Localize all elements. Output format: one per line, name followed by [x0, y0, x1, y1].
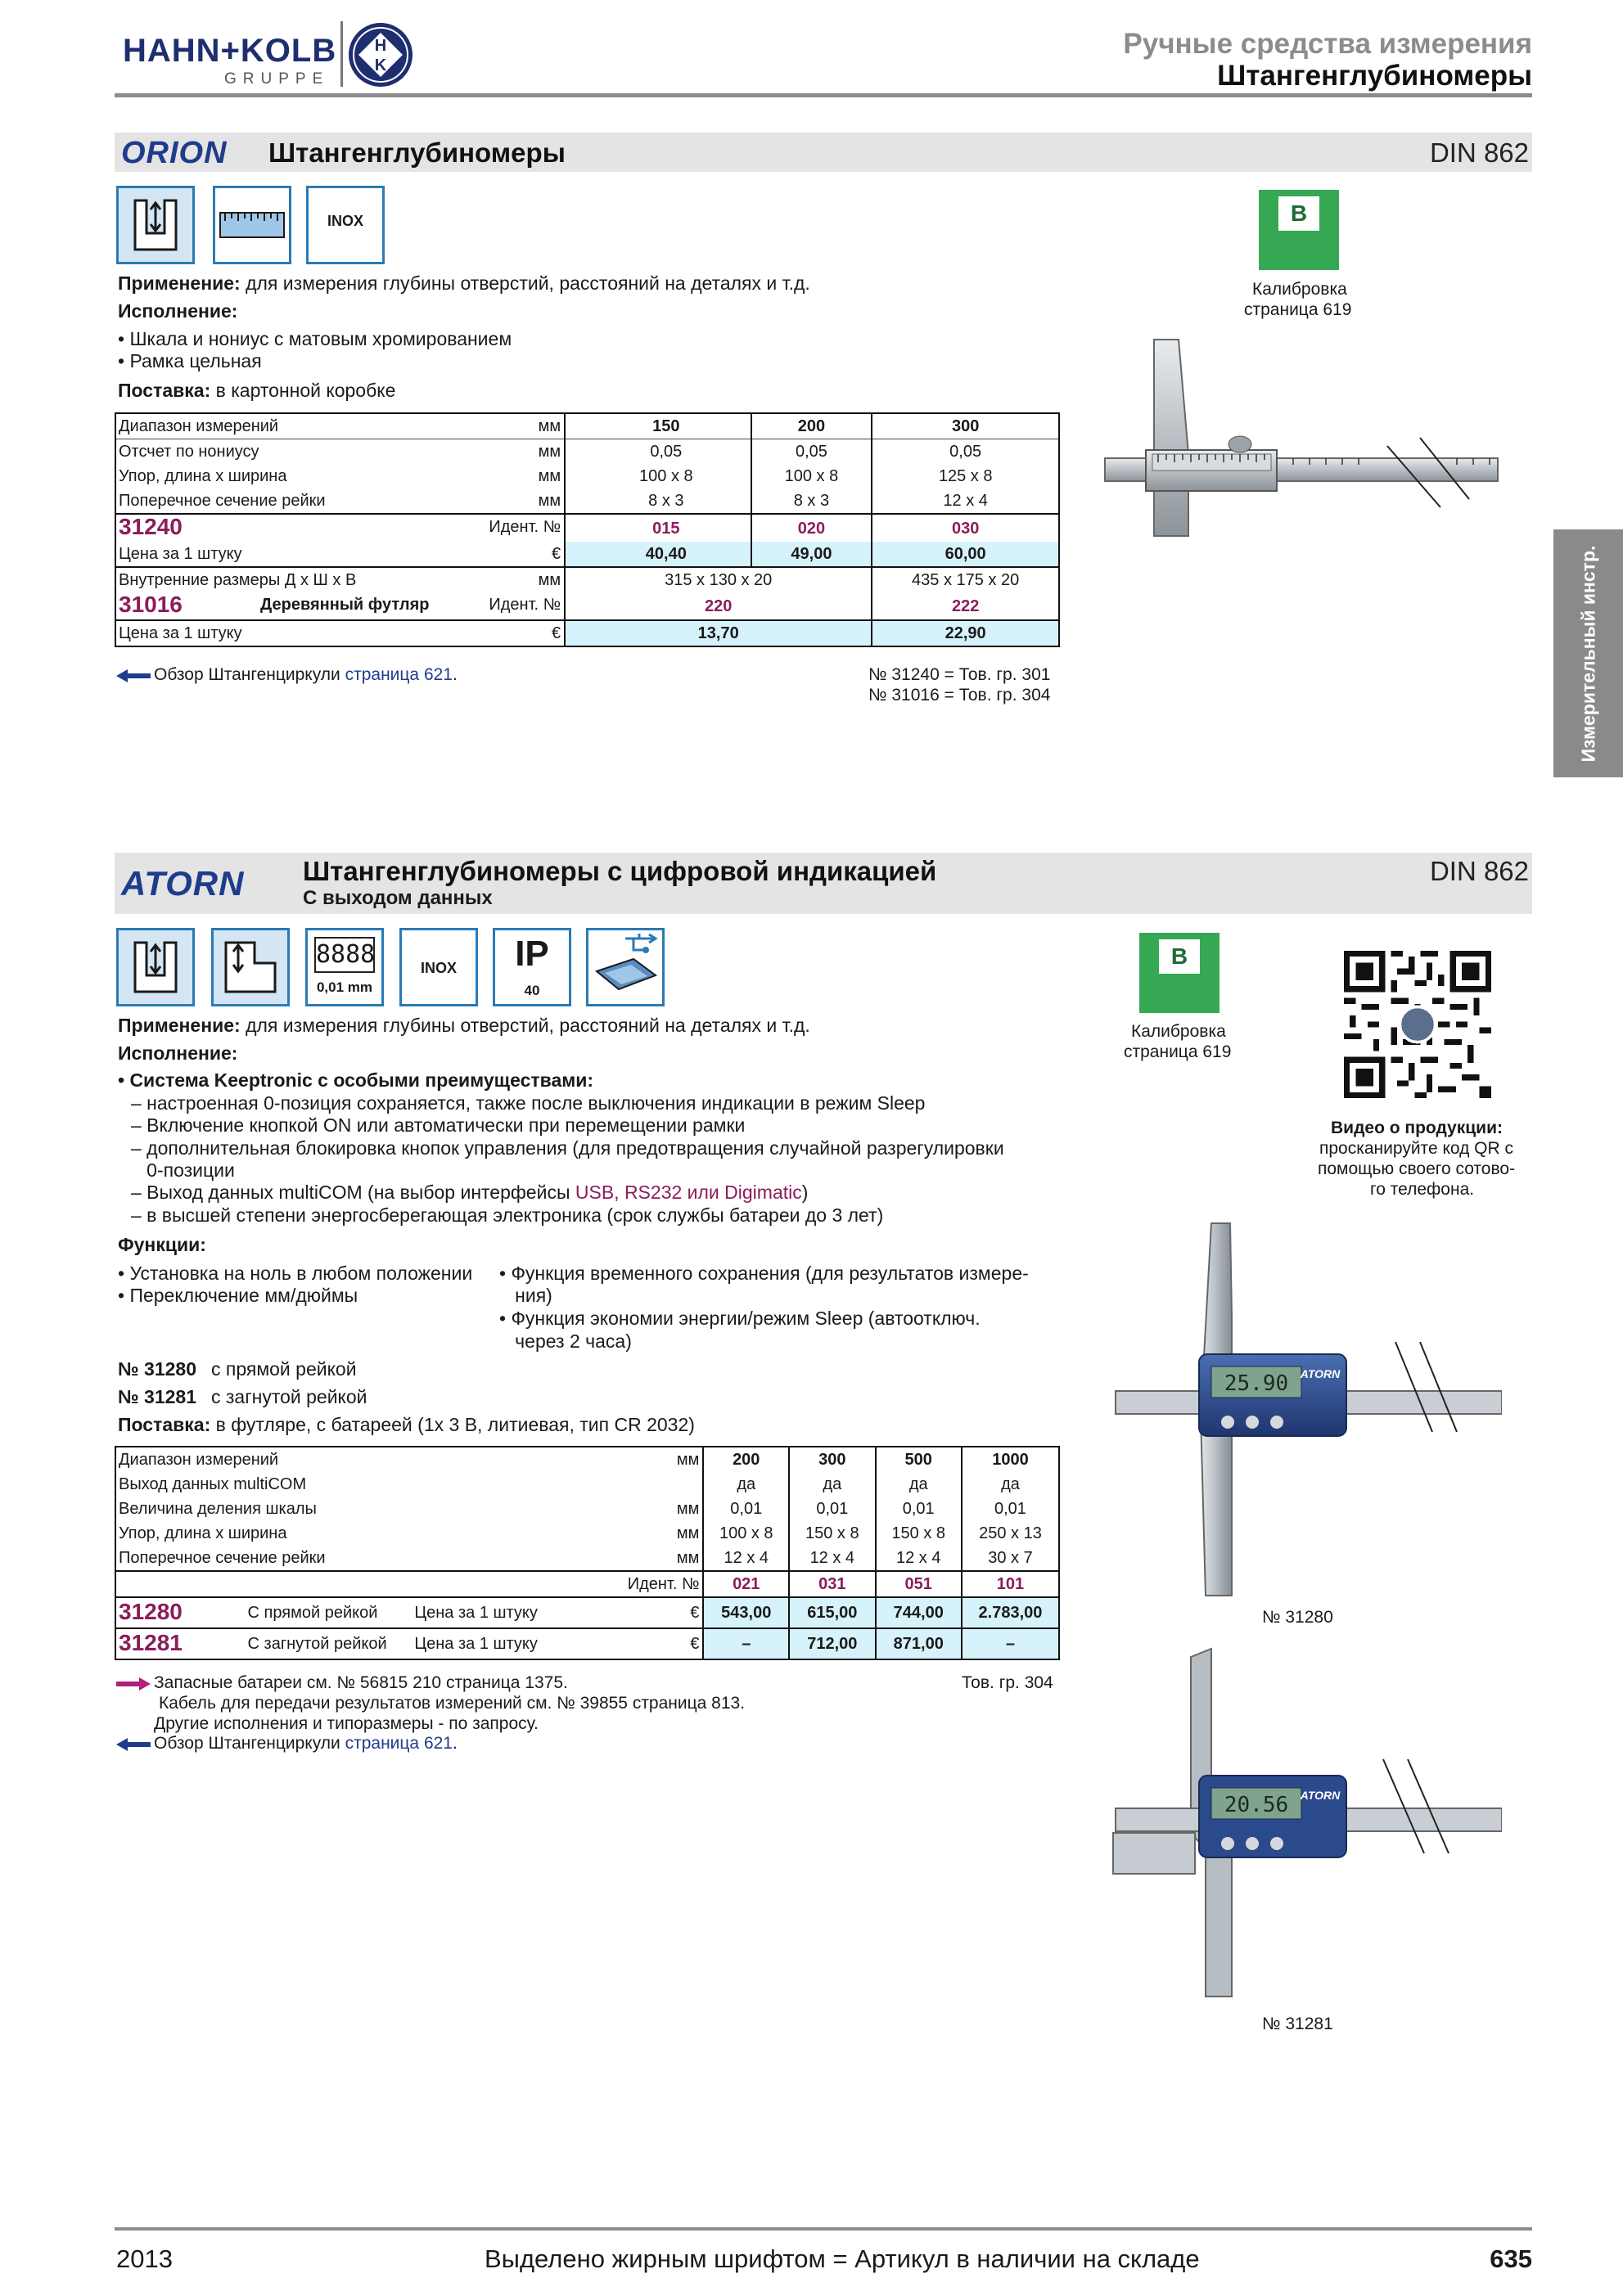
- orion-brand-logo: ORION: [121, 136, 228, 170]
- display-digits: 8888: [314, 937, 375, 973]
- inox-icon: [399, 928, 478, 1006]
- application: Применение: для измерения глубины отверстий, расстояний на деталях и т.д.: [118, 1015, 810, 1036]
- calibration-letter: B: [1278, 196, 1319, 231]
- digital-display-icon: [305, 928, 384, 1006]
- digital-depth-gauge-bent-image: [1109, 1645, 1502, 2005]
- calibration-text2: страница 619: [1244, 300, 1352, 319]
- section2-din: DIN 862: [1429, 856, 1529, 886]
- func-right-3: • Функция экономии энергии/режим Sleep (автоотключ.: [499, 1308, 981, 1329]
- side-tab-label: Измерительный инстр.: [1577, 545, 1598, 762]
- section1-spec-table: [115, 412, 1060, 647]
- calibration-badge-icon: [1139, 933, 1220, 1013]
- tool-brand: ATORN: [1300, 1367, 1341, 1380]
- overview-note: Обзор Штангенциркули страница 621.: [154, 665, 458, 684]
- dash-line-2: – Включение кнопкой ON или автоматически при перемещении рамки: [131, 1114, 746, 1136]
- category-line1: Ручные средства измерения: [1123, 28, 1532, 60]
- calibration-text1: Калибровка: [1252, 280, 1347, 299]
- table-row: Диапазон измерений мм 150 200 300: [115, 413, 1059, 439]
- logo-main: HAHN+KOLB: [123, 33, 337, 69]
- dash-line-4: 0-позиции: [131, 1159, 235, 1181]
- svg-text:H: H: [374, 37, 387, 55]
- video-label: Видео о продукции:: [1331, 1119, 1503, 1137]
- digital-depth-gauge-straight-image: [1109, 1219, 1502, 1604]
- overview-link[interactable]: страница 621: [345, 1734, 453, 1753]
- inox-icon: [306, 186, 385, 264]
- table-row: Отсчет по нониусу мм 0,05 0,05 0,05: [115, 439, 1059, 465]
- table-row: Диапазон измерений мм 200 300 500 1000: [115, 1447, 1059, 1472]
- section1-title: Штангенглубиномеры: [268, 137, 566, 168]
- table-row: Упор, длина х ширина мм 100 x 8 100 x 8 125 x 8: [115, 464, 1059, 488]
- depth-measure-icon: [116, 186, 195, 264]
- table-row: Поперечное сечение рейки мм 8 x 3 8 x 3 12 x 4: [115, 488, 1059, 514]
- func-right-2: ния): [499, 1285, 552, 1306]
- ip-rating-icon: [493, 928, 571, 1006]
- func-right-1: • Функция временного сохранения (для результатов измере-: [499, 1263, 1029, 1284]
- ip-label: IP: [515, 934, 549, 974]
- section2-title: Штангенглубиномеры с цифровой индикацией: [303, 856, 937, 886]
- arrow-right-icon: [116, 1677, 151, 1690]
- table-row: Величина деления шкалы мм 0,01 0,01 0,01 0,01: [115, 1497, 1059, 1521]
- usb-data-output-icon: [586, 928, 665, 1006]
- header-rule: [115, 93, 1532, 97]
- note-batteries: Запасные батареи см. № 56815 210 страница 1375.: [154, 1673, 568, 1692]
- ip-number: 40: [524, 983, 540, 998]
- section2-spec-table: [115, 1446, 1060, 1660]
- lcd-readout: 20.56: [1224, 1793, 1289, 1817]
- image2-caption: № 31281: [1262, 2015, 1333, 2033]
- calibration-text2: страница 619: [1124, 1042, 1232, 1061]
- depth-measure-icon: [116, 928, 195, 1006]
- variant-1: № 31280 с прямой рейкой: [118, 1358, 357, 1380]
- table-row: Идент. № 021 031 051 101: [115, 1571, 1059, 1597]
- variant-2: № 31281 с загнутой рейкой: [118, 1386, 367, 1407]
- arrow-left-icon: [116, 669, 151, 682]
- video-text2: помощью своего сотово-: [1318, 1159, 1516, 1178]
- logo-divider: [340, 21, 343, 87]
- energy-line: – в высшей степени энергосберегающая электроника (срок службы батареи до 3 лет): [131, 1204, 884, 1226]
- execution-label: Исполнение:: [118, 300, 238, 322]
- dash-line-3: – дополнительная блокировка кнопок управления (для предотвращения случайной разрегулировки: [131, 1137, 1004, 1159]
- func-left-1: • Установка на ноль в любом положении: [118, 1263, 473, 1284]
- table-row: Выход данных multiCOM да да да да: [115, 1472, 1059, 1497]
- hk-logo-icon: [347, 21, 414, 88]
- side-tab[interactable]: [1553, 529, 1623, 777]
- step-measure-icon: [211, 928, 290, 1006]
- bullet-2: • Рамка цельная: [118, 350, 262, 371]
- calibration-text1: Калибровка: [1131, 1022, 1226, 1041]
- lcd-readout: 25.90: [1224, 1371, 1289, 1396]
- inox-label: INOX: [420, 960, 457, 976]
- section2-header: [115, 853, 1532, 914]
- section1-din: DIN 862: [1429, 137, 1529, 168]
- note-cable: Кабель для передачи результатов измерений см. № 39855 страница 813.: [159, 1694, 746, 1713]
- table-row: Цена за 1 штуку € 13,70 22,90: [115, 620, 1059, 646]
- execution-label: Исполнение:: [118, 1042, 238, 1064]
- table-row: Поперечное сечение рейки мм 12 x 4 12 x 4 12 x 4 30 x 7: [115, 1546, 1059, 1571]
- section2-subtitle: С выходом данных: [303, 887, 493, 909]
- video-text3: го телефона.: [1370, 1180, 1475, 1199]
- table-row: Внутренние размеры Д х Ш х В мм 315 x 130 x 20 435 x 175 x 20: [115, 567, 1059, 592]
- arrow-left-icon: [116, 1738, 151, 1751]
- system-line: • Система Keeptronic с особыми преимуществами:: [118, 1069, 594, 1091]
- table-row: 31281 С загнутой рейкой Цена за 1 штуку € – 712,00 871,00 –: [115, 1628, 1059, 1659]
- category-line2: Штангенглубиномеры: [1217, 60, 1532, 92]
- func-left-2: • Переключение мм/дюймы: [118, 1285, 358, 1306]
- footer-rule: [115, 2227, 1532, 2231]
- group-note1: № 31240 = Тов. гр. 301: [868, 665, 1051, 684]
- table-row: Упор, длина х ширина мм 100 x 8 150 x 8 150 x 8 250 x 13: [115, 1521, 1059, 1546]
- functions-label: Функции:: [118, 1234, 206, 1255]
- footer-note: Выделено жирным шрифтом = Артикул в наличии на складе: [485, 2244, 1200, 2273]
- qr-code-icon[interactable]: [1344, 951, 1491, 1098]
- image1-caption: № 31280: [1262, 1608, 1333, 1627]
- group-note: Тов. гр. 304: [962, 1673, 1053, 1692]
- table-row: 31016 Деревянный футляр Идент. № 220 222: [115, 592, 1059, 620]
- logo-sub: GRUPPE: [224, 70, 330, 88]
- tool-brand: ATORN: [1300, 1789, 1341, 1802]
- overview-link[interactable]: страница 621: [345, 665, 453, 684]
- depth-gauge-image: [1097, 331, 1506, 560]
- output-line: – Выход данных multiCOM (на выбор интерфейсы USB, RS232 или Digimatic): [131, 1182, 809, 1203]
- video-text1: просканируйте код QR с: [1319, 1139, 1514, 1158]
- application: Применение: для измерения глубины отверстий, расстояний на деталях и т.д.: [118, 272, 810, 294]
- bullet-1: • Шкала и нониус с матовым хромированием: [118, 328, 512, 349]
- func-right-4: через 2 часа): [499, 1330, 632, 1352]
- footer-year: 2013: [116, 2244, 173, 2273]
- delivery: Поставка: в картонной коробке: [118, 380, 396, 401]
- svg-text:K: K: [374, 56, 387, 74]
- page-number: 635: [1490, 2244, 1532, 2273]
- calibration-badge-icon: [1259, 190, 1339, 270]
- inox-label: INOX: [327, 213, 363, 229]
- group-note2: № 31016 = Тов. гр. 304: [868, 686, 1051, 705]
- dash-line-1: – настроенная 0-позиция сохраняется, также после выключения индикации в режим Sleep: [131, 1092, 926, 1114]
- calibration-letter: B: [1159, 939, 1200, 974]
- table-row: 31240 Идент. № 015 020 030: [115, 514, 1059, 542]
- overview-note: Обзор Штангенциркули страница 621.: [154, 1734, 458, 1753]
- table-row: Цена за 1 штуку € 40,40 49,00 60,00: [115, 542, 1059, 567]
- resolution-label: 0,01 mm: [316, 979, 373, 995]
- atorn-brand-logo: ATORN: [121, 864, 245, 903]
- note-other: Другие исполнения и типоразмеры - по запросу.: [154, 1714, 539, 1733]
- section1-header: [115, 133, 1532, 172]
- vernier-scale-icon: [213, 186, 291, 264]
- table-row: 31280 С прямой рейкой Цена за 1 штуку € 543,00 615,00 744,00 2.783,00: [115, 1597, 1059, 1628]
- delivery: Поставка: в футляре, с батареей (1x 3 В, литиевая, тип CR 2032): [118, 1414, 695, 1435]
